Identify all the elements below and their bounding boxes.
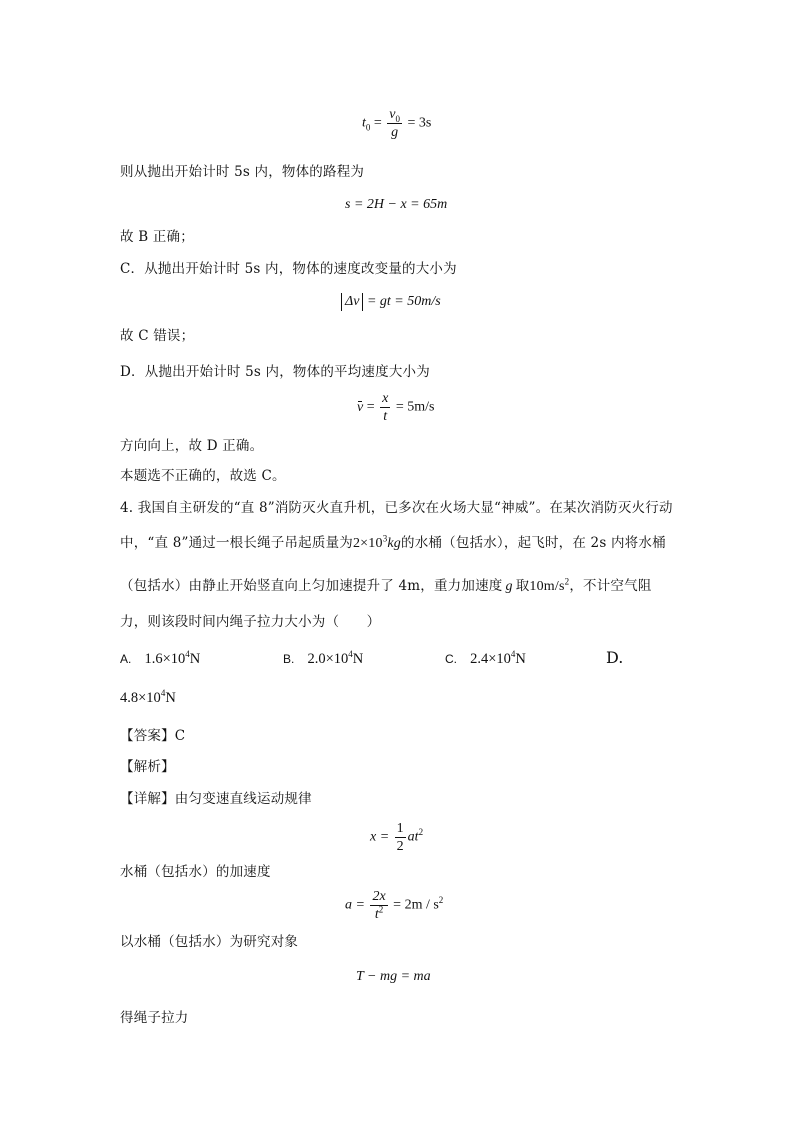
option-b[interactable]: B. $2.0\times 10^4N$ — [283, 649, 364, 667]
equation-newton: T − mg = ma — [356, 969, 431, 984]
answer-label: 【答案】C — [120, 728, 186, 744]
fraction: $\frac{2x}{t^2}$ — [372, 889, 386, 922]
option-a[interactable]: A. $1.6\times 10^4N$ — [120, 649, 201, 667]
analysis-label: 【解析】 — [120, 759, 175, 775]
equation-path: s = 2H − x = 65m — [345, 197, 448, 212]
option-d-label[interactable]: D. — [606, 648, 624, 667]
fraction: $\frac{x}{t}$ — [382, 391, 389, 424]
question-4-line-2: 中，“直 8”通过一根长绳子吊起质量为$2\times 10^3kg$的水桶（包括水），起飞时，在 2s 内将水桶 — [120, 533, 666, 551]
equation-velocity-change: Δv = gt = 50m/s — [341, 293, 441, 311]
equation-acceleration: a = $\frac{2x}{t^2}$ = $2m / s^2$ — [345, 889, 444, 922]
fraction: $\frac{v_0}{g}$ — [389, 107, 401, 140]
text-line: 得绳子拉力 — [120, 1010, 189, 1026]
text-line: 则从抛出开始计时 5s 内，物体的路程为 — [120, 164, 365, 180]
option-d-value: $4.8\times 10^4N$ — [120, 688, 176, 706]
equation-displacement: x = $\frac{1}{2}$ $at^2$ — [370, 821, 424, 854]
text-line: 本题选不正确的，故选 C。 — [120, 468, 286, 484]
text-line: 以水桶（包括水）为研究对象 — [120, 934, 299, 950]
question-4-line-3: （包括水）由静止开始竖直向上匀加速提升了 4m，重力加速度 g 取$10m/s^2$，不计空气阻 — [120, 576, 652, 594]
text-line: 故 C 错误； — [120, 328, 195, 344]
equation-time-to-top: $t_0$ = $\frac{v_0}{g}$ = 3s — [362, 107, 432, 140]
text-line: 故 B 正确； — [120, 229, 194, 245]
question-4-line-4: 力，则该段时间内绳子拉力大小为（ ） — [120, 614, 381, 630]
option-c[interactable]: C. $2.4\times 10^4N$ — [445, 649, 526, 667]
fraction: $\frac{1}{2}$ — [396, 821, 404, 854]
text-line: 方向向上，故 D 正确。 — [120, 438, 264, 454]
question-4-line-1: 4. 我国自主研发的“直 8”消防灭火直升机，已多次在火场大显“神威”。在某次消防灭火行动 — [120, 500, 673, 516]
detail-line: 【详解】由匀变速直线运动规律 — [120, 791, 312, 807]
equation-average-velocity: v = $\frac{x}{t}$ = 5m/s — [357, 391, 435, 424]
text-line: D．从抛出开始计时 5s 内，物体的平均速度大小为 — [120, 364, 430, 380]
text-line: C．从抛出开始计时 5s 内，物体的速度改变量的大小为 — [120, 261, 457, 277]
text-line: 水桶（包括水）的加速度 — [120, 864, 271, 880]
